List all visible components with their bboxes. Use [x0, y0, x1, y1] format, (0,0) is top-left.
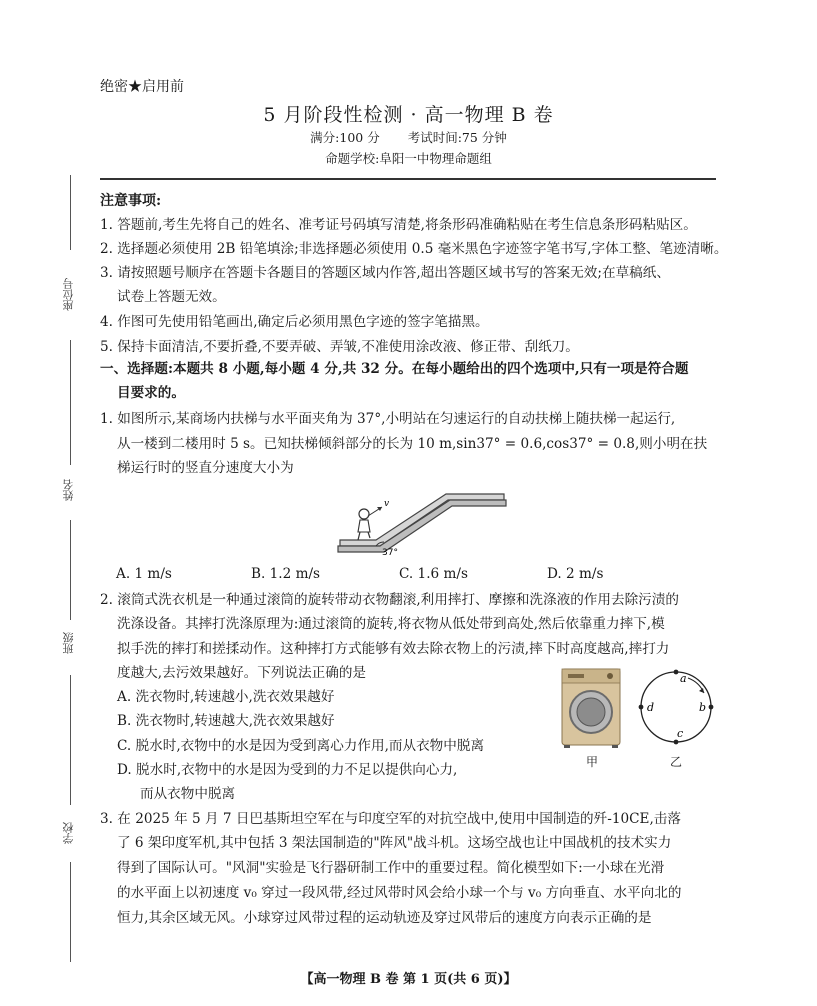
binding-line	[70, 175, 71, 250]
question-2-text: 洗涤设备。其摔打洗涤原理为:通过滚筒的旋转,将衣物从低处带到高处,然后依靠重力摔下,模	[117, 616, 665, 632]
confidential-mark: 绝密★启用前	[100, 79, 184, 95]
washer-knob-icon	[607, 673, 613, 679]
question-2-text: 拟手洗的摔打和搓揉动作。这种摔打方式能够有效去除衣物上的污渍,摔下时高度越高,摔打力	[117, 641, 670, 657]
question-3-text: 的水平面上以初速度 v₀ 穿过一段风带,经过风带时风会给小球一个与 v₀ 方向垂直、水平向北的	[117, 885, 682, 901]
label-b: b	[699, 701, 707, 714]
question-1-text: 1. 如图所示,某商场内扶梯与水平面夹角为 37°,小明站在匀速运行的自动扶梯上随扶梯一起运行,	[100, 411, 676, 427]
question-2-option-a: A. 洗衣物时,转速越小,洗衣效果越好	[117, 689, 335, 705]
notice-item: 2. 选择题必须使用 2B 铅笔填涂;非选择题必须使用 0.5 毫米黑色字迹签字笔书写,字体工整、笔迹清晰。	[100, 241, 728, 257]
notice-heading: 注意事项:	[100, 193, 162, 209]
label-c: c	[677, 727, 684, 740]
school-label: 学校	[62, 822, 75, 844]
question-3-text: 3. 在 2025 年 5 月 7 日巴基斯坦空军在与印度空军的对抗空战中,使用中国制造的歼-10CE,击落	[100, 811, 681, 827]
figure-yi-label: 乙	[670, 755, 683, 769]
person-body-icon	[358, 520, 370, 532]
question-2-option-c: C. 脱水时,衣物中的水是因为受到离心力作用,而从衣物中脱离	[117, 738, 485, 754]
page-title: 5 月阶段性检测 · 高一物理 B 卷	[263, 104, 554, 126]
binding-line	[70, 520, 71, 620]
point-c	[674, 740, 679, 745]
point-a	[674, 670, 679, 675]
section-heading: 一、选择题:本题共 8 小题,每小题 4 分,共 32 分。在每小题给出的四个选项中,只有一项是符合题	[100, 361, 689, 377]
escalator-figure	[334, 480, 510, 560]
binding-line	[70, 675, 71, 805]
full-score: 满分:100 分	[310, 130, 380, 145]
option-c: C. 1.6 m/s	[399, 566, 468, 582]
setter-school: 命题学校:阜阳一中物理命题组	[325, 151, 492, 166]
notice-item: 4. 作图可先使用铅笔画出,确定后必须用黑色字迹的签字笔描黑。	[100, 314, 489, 330]
washer-drum	[577, 698, 605, 726]
header-divider	[100, 178, 716, 180]
notice-item: 1. 答题前,考生先将自己的姓名、准考证号码填写清楚,将条形码准确粘贴在考生信息条形码粘贴区。	[100, 217, 697, 233]
question-1-text: 梯运行时的竖直分速度大小为	[117, 460, 294, 476]
notice-item: 5. 保持卡面清洁,不要折叠,不要弄破、弄皱,不准使用涂改液、修正带、刮纸刀。	[100, 339, 579, 355]
binding-line	[70, 340, 71, 465]
seat-number-label: 座位号	[62, 278, 75, 312]
question-1-text: 从一楼到二楼用时 5 s。已知扶梯倾斜部分的长为 10 m,sin37° = 0.6,cos37° = 0.8,则小明在扶	[117, 436, 708, 452]
label-d: d	[647, 701, 655, 714]
option-a: A. 1 m/s	[116, 566, 172, 582]
point-d	[639, 705, 644, 710]
question-2-option-d-cont: 而从衣物中脱离	[140, 786, 236, 802]
notice-item-cont: 试卷上答题无效。	[117, 289, 226, 305]
exam-meta	[0, 128, 817, 146]
washing-machine-figure	[556, 665, 726, 775]
name-label: 姓名	[62, 479, 75, 501]
question-3-text: 得到了国际认可。"风洞"实验是飞行器研制工作中的重要过程。简化模型如下:一小球在光滑	[117, 860, 665, 876]
angle-label: 37°	[382, 548, 398, 558]
figure-jia-label: 甲	[586, 755, 599, 769]
section-heading-cont: 目要求的。	[117, 385, 185, 401]
question-2-option-d: D. 脱水时,衣物中的水是因为受到的力不足以提供向心力,	[117, 762, 458, 778]
velocity-label: v	[384, 499, 390, 509]
class-label: 班级	[62, 632, 75, 654]
question-2-text: 2. 滚筒式洗衣机是一种通过滚筒的旋转带动衣物翻滚,利用摔打、摩擦和洗涤液的作用去除污渍的	[100, 592, 679, 608]
option-d: D. 2 m/s	[547, 566, 604, 582]
point-b	[709, 705, 714, 710]
option-b: B. 1.2 m/s	[251, 566, 321, 582]
question-2-option-b: B. 洗衣物时,转速越大,洗衣效果越好	[117, 713, 335, 729]
person-head-icon	[359, 509, 369, 519]
binding-line	[70, 862, 71, 962]
notice-item: 3. 请按照题号顺序在答题卡各题目的答题区域内作答,超出答题区域书写的答案无效;在草稿纸、	[100, 265, 670, 281]
page-footer: 【高一物理 B 卷 第 1 页(共 6 页)】	[300, 972, 517, 987]
exam-time: 考试时间:75 分钟	[407, 130, 507, 145]
question-3-text: 了 6 架印度军机,其中包括 3 架法国制造的"阵风"战斗机。这场空战也让中国战机的技术实力	[117, 835, 672, 851]
label-a: a	[680, 672, 687, 685]
question-2-text: 度越大,去污效果越好。下列说法正确的是	[117, 665, 367, 681]
question-3-text: 恒力,其余区域无风。小球穿过风带过程的运动轨迹及穿过风带后的速度方向表示正确的是	[117, 910, 652, 926]
